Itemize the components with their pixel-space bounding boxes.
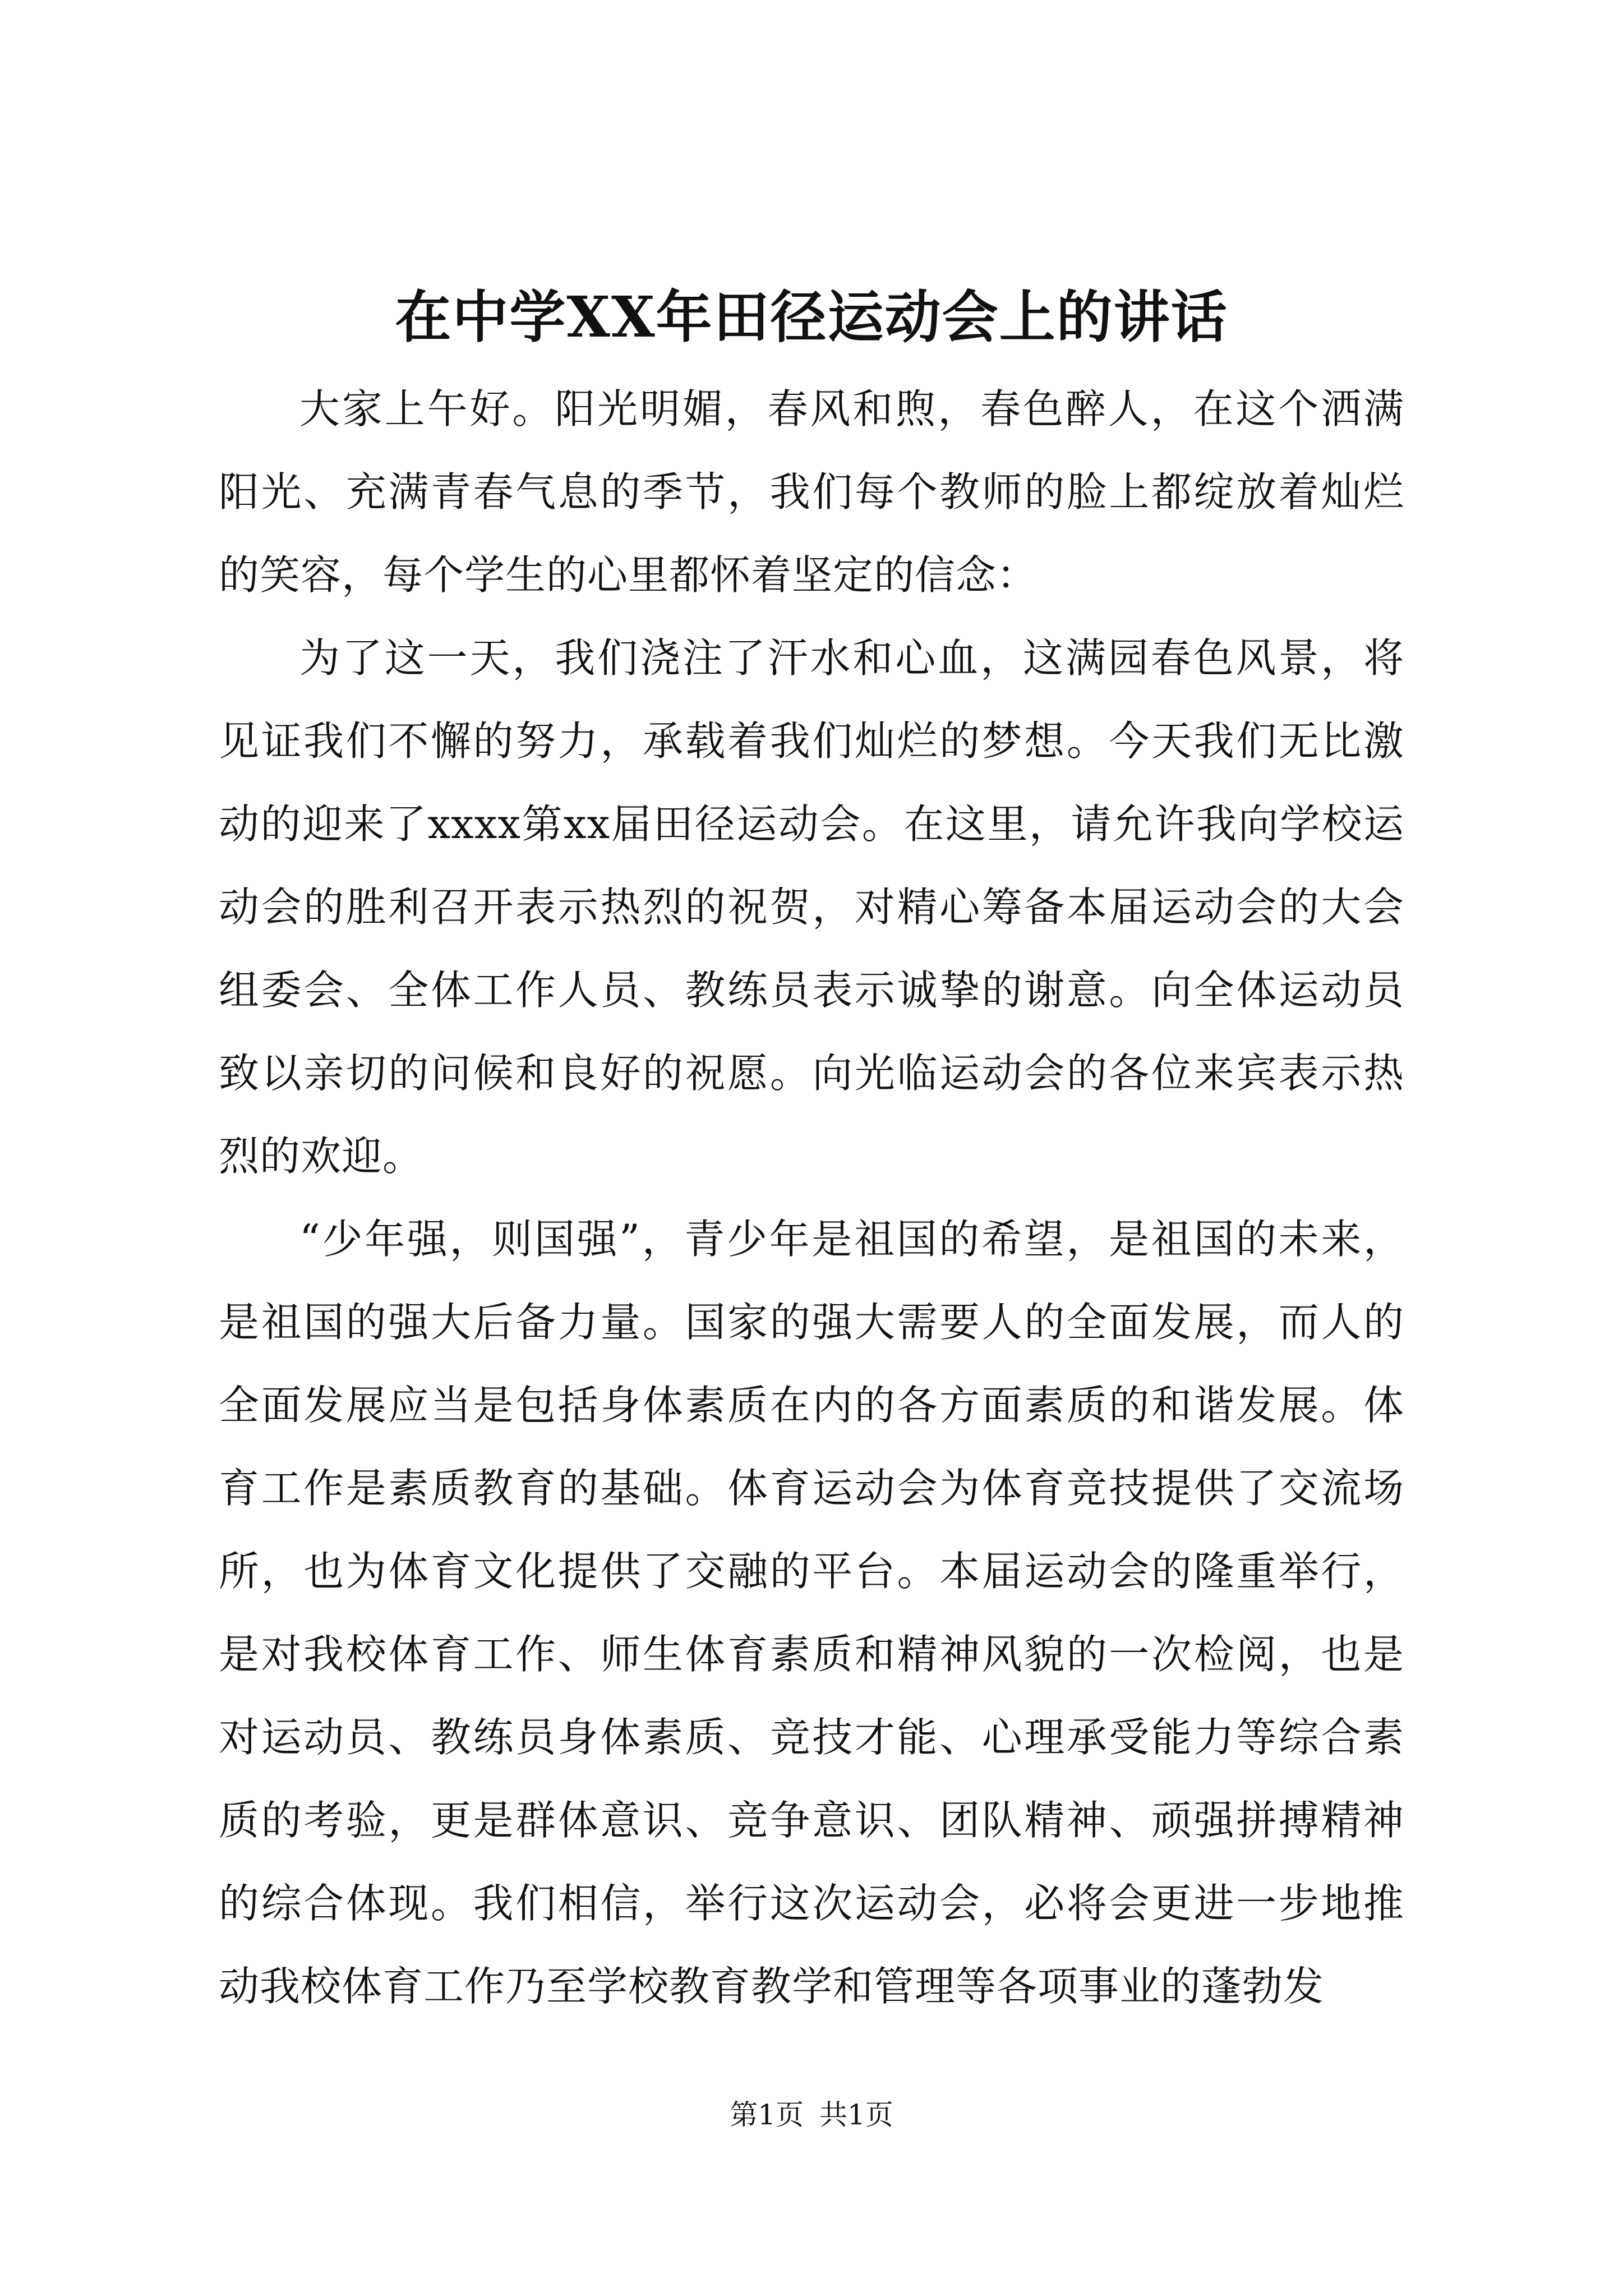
page-total: 共1页 <box>819 2099 893 2131</box>
page-number: 第1页 <box>730 2099 804 2131</box>
page-footer <box>0 2095 1623 2134</box>
paragraph-2: 为了这一天，我们浇注了汗水和心血，这满园春色风景，将见证我们不懈的努力，承载着我们灿烂的梦想。今天我们无比激动的迎来了xxxx第xx届田径运动会。在这里，请允许我向学校运动会的胜利召开表示热烈的祝贺，对精心筹备本届运动会的大会组委会、全体工作人员、教练员表示诚挚的谢意。向全体运动员致以亲切的问候和良好的祝愿。向光临运动会的各位来宾表示热烈的欢迎。 <box>219 634 1404 1180</box>
document-body <box>219 367 1404 2028</box>
document-title: 在中学XX年田径运动会上的讲话 <box>395 284 1228 350</box>
paragraph-3: “少年强，则国强”，青少年是祖国的希望，是祖国的未来，是祖国的强大后备力量。国家的强大需要人的全面发展，而人的全面发展应当是包括身体素质在内的各方面素质的和谐发展。体育工作是素质教育的基础。体育运动会为体育竞技提供了交流场所，也为体育文化提供了交融的平台。本届运动会的隆重举行，是对我校体育工作、师生体育素质和精神风貌的一次检阅，也是对运动员、教练员身体素质、竞技才能、心理承受能力等综合素质的考验，更是群体意识、竞争意识、团队精神、顽强拼搏精神的综合体现。我们相信，举行这次运动会，必将会更进一步地推动我校体育工作乃至学校教育教学和管理等各项事业的蓬勃发 <box>219 1216 1404 2010</box>
paragraph-1: 大家上午好。阳光明媚，春风和煦，春色醉人，在这个洒满阳光、充满青春气息的季节，我们每个教师的脸上都绽放着灿烂的笑容，每个学生的心里都怀着坚定的信念： <box>219 385 1404 599</box>
